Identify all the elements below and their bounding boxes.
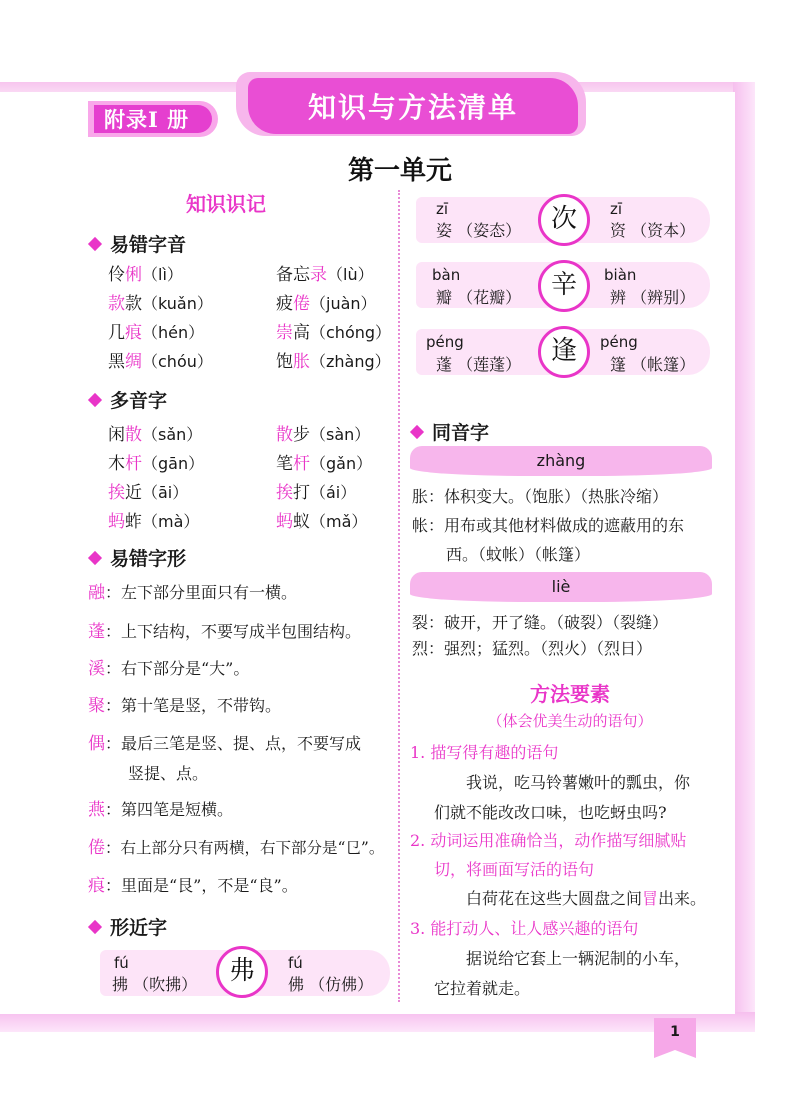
shape-item: 蓬：上下结构，不要写成半包围结构。 (88, 622, 362, 642)
pair-right-pinyin: biàn (604, 266, 637, 284)
heading-homophone: 同音字 (408, 418, 489, 445)
method-line: 它拉着就走。 (434, 979, 531, 998)
poly-item: 挨近（āi） (108, 483, 189, 503)
pron-item: 饱胀（zhàng） (276, 352, 391, 372)
shape-item: 融：左下部分里面只有一横。 (88, 583, 298, 603)
poly-item: 散步（sàn） (276, 425, 371, 445)
homophone-line: 烈：强烈；猛烈。（烈火）（烈日） (412, 639, 653, 658)
pron-item: 崇高（chóng） (276, 323, 392, 343)
shape-item: 倦：右上部分只有两横，右下部分是“㔾”。 (88, 838, 385, 858)
shape-item: 聚：第十笔是竖，不带钩。 (88, 696, 282, 716)
method-heading-cont: 切，将画面写活的语句 (434, 860, 595, 879)
homophone-pinyin-banner: zhàng (410, 446, 712, 476)
method-line: 们就不能改改口味，也吃蚜虫吗? (434, 803, 667, 822)
homophone-pinyin-banner: liè (410, 572, 712, 602)
pair-left-word: 拂 （吹拂） (112, 975, 198, 994)
pair-right-word: 佛 （仿佛） (288, 975, 374, 994)
pron-item: 伶俐（lì） (108, 265, 183, 285)
pair-left-pinyin: péng (426, 333, 464, 351)
shape-item: 燕：第四笔是短横。 (88, 800, 234, 820)
pron-item: 款款（kuǎn） (108, 294, 213, 314)
pair-center-char: 逢 (538, 326, 590, 378)
poly-item: 蚂蚁（mǎ） (276, 512, 368, 532)
pron-item: 黑绸（chóu） (108, 352, 213, 372)
poly-item: 蚂蚱（mà） (108, 512, 200, 532)
heading-shape: 易错字形 (86, 544, 186, 571)
pair-left-pinyin: fú (114, 954, 129, 972)
method-heading: 1. 描写得有趣的语句 (410, 743, 559, 762)
column-divider (398, 190, 400, 1002)
method-title: 方法要素 (530, 682, 610, 706)
pair-center-char: 弗 (216, 946, 268, 998)
pair-right-word: 辨 （辨别） (610, 288, 696, 307)
diamond-icon (88, 393, 102, 407)
pair-center-char: 辛 (538, 260, 590, 312)
pron-item: 几痕（hén） (108, 323, 205, 343)
heading-pronunciation: 易错字音 (86, 230, 186, 257)
page-number: 1 (670, 1024, 680, 1040)
method-subtitle: （体会优美生动的语句） (487, 712, 653, 730)
knowledge-title: 知识识记 (186, 192, 266, 216)
pron-item: 备忘录（lù） (276, 265, 374, 285)
pair-right-pinyin: fú (288, 954, 303, 972)
diamond-icon (410, 425, 424, 439)
pair-right-pinyin: zī (610, 200, 623, 218)
heading-similar: 形近字 (86, 913, 167, 940)
method-heading: 2. 动词运用准确恰当，动作描写细腻贴 (410, 831, 687, 850)
pair-left-pinyin: bàn (432, 266, 461, 284)
method-line: 据说给它套上一辆泥制的小车， (466, 949, 691, 968)
method-heading: 3. 能打动人、让人感兴趣的语句 (410, 919, 639, 938)
poly-item: 挨打（ái） (276, 483, 357, 503)
homophone-line: 胀：体积变大。（饱胀）（热胀冷缩） (412, 487, 669, 506)
shape-item: 溪：右下部分是“大”。 (88, 659, 250, 679)
poly-item: 木杆（gān） (108, 454, 205, 474)
unit-title: 第一单元 (347, 156, 452, 186)
poly-item: 闲散（sǎn） (108, 425, 203, 445)
pair-right-word: 资 （资本） (610, 221, 696, 240)
diamond-icon (88, 237, 102, 251)
page-shadow-right (733, 82, 755, 1027)
pair-left-word: 姿 （姿态） (436, 221, 522, 240)
appendix-label: 附录Ⅰ 册 (104, 107, 190, 132)
pair-left-pinyin: zī (436, 200, 449, 218)
pair-center-char: 次 (538, 194, 590, 246)
pair-left-word: 瓣 （花瓣） (436, 288, 522, 307)
shape-item: 痕：里面是“艮”，不是“良”。 (88, 876, 298, 896)
homophone-line: 西。（蚊帐）（帐篷） (446, 545, 591, 564)
pair-left-word: 蓬 （莲蓬） (436, 355, 522, 374)
homophone-line: 裂：破开，开了缝。（破裂）（裂缝） (412, 613, 669, 632)
pair-right-pinyin: péng (600, 333, 638, 351)
page-shadow-bottom (0, 1012, 755, 1032)
shape-item: 偶：最后三笔是竖、提、点，不要写成 竖提、点。 (88, 734, 362, 783)
poly-item: 笔杆（gǎn） (276, 454, 373, 474)
diamond-icon (88, 920, 102, 934)
pron-item: 疲倦（juàn） (276, 294, 377, 314)
heading-polyphonic: 多音字 (86, 386, 167, 413)
diamond-icon (88, 551, 102, 565)
banner-title: 知识与方法清单 (307, 91, 518, 124)
homophone-line: 帐：用布或其他材料做成的遮蔽用的东 (412, 516, 685, 535)
method-line: 我说，吃马铃薯嫩叶的瓢虫，你 (466, 773, 691, 792)
pair-right-word: 篷 （帐篷） (610, 355, 696, 374)
method-line: 白荷花在这些大圆盘之间冒出来。 (466, 889, 707, 908)
